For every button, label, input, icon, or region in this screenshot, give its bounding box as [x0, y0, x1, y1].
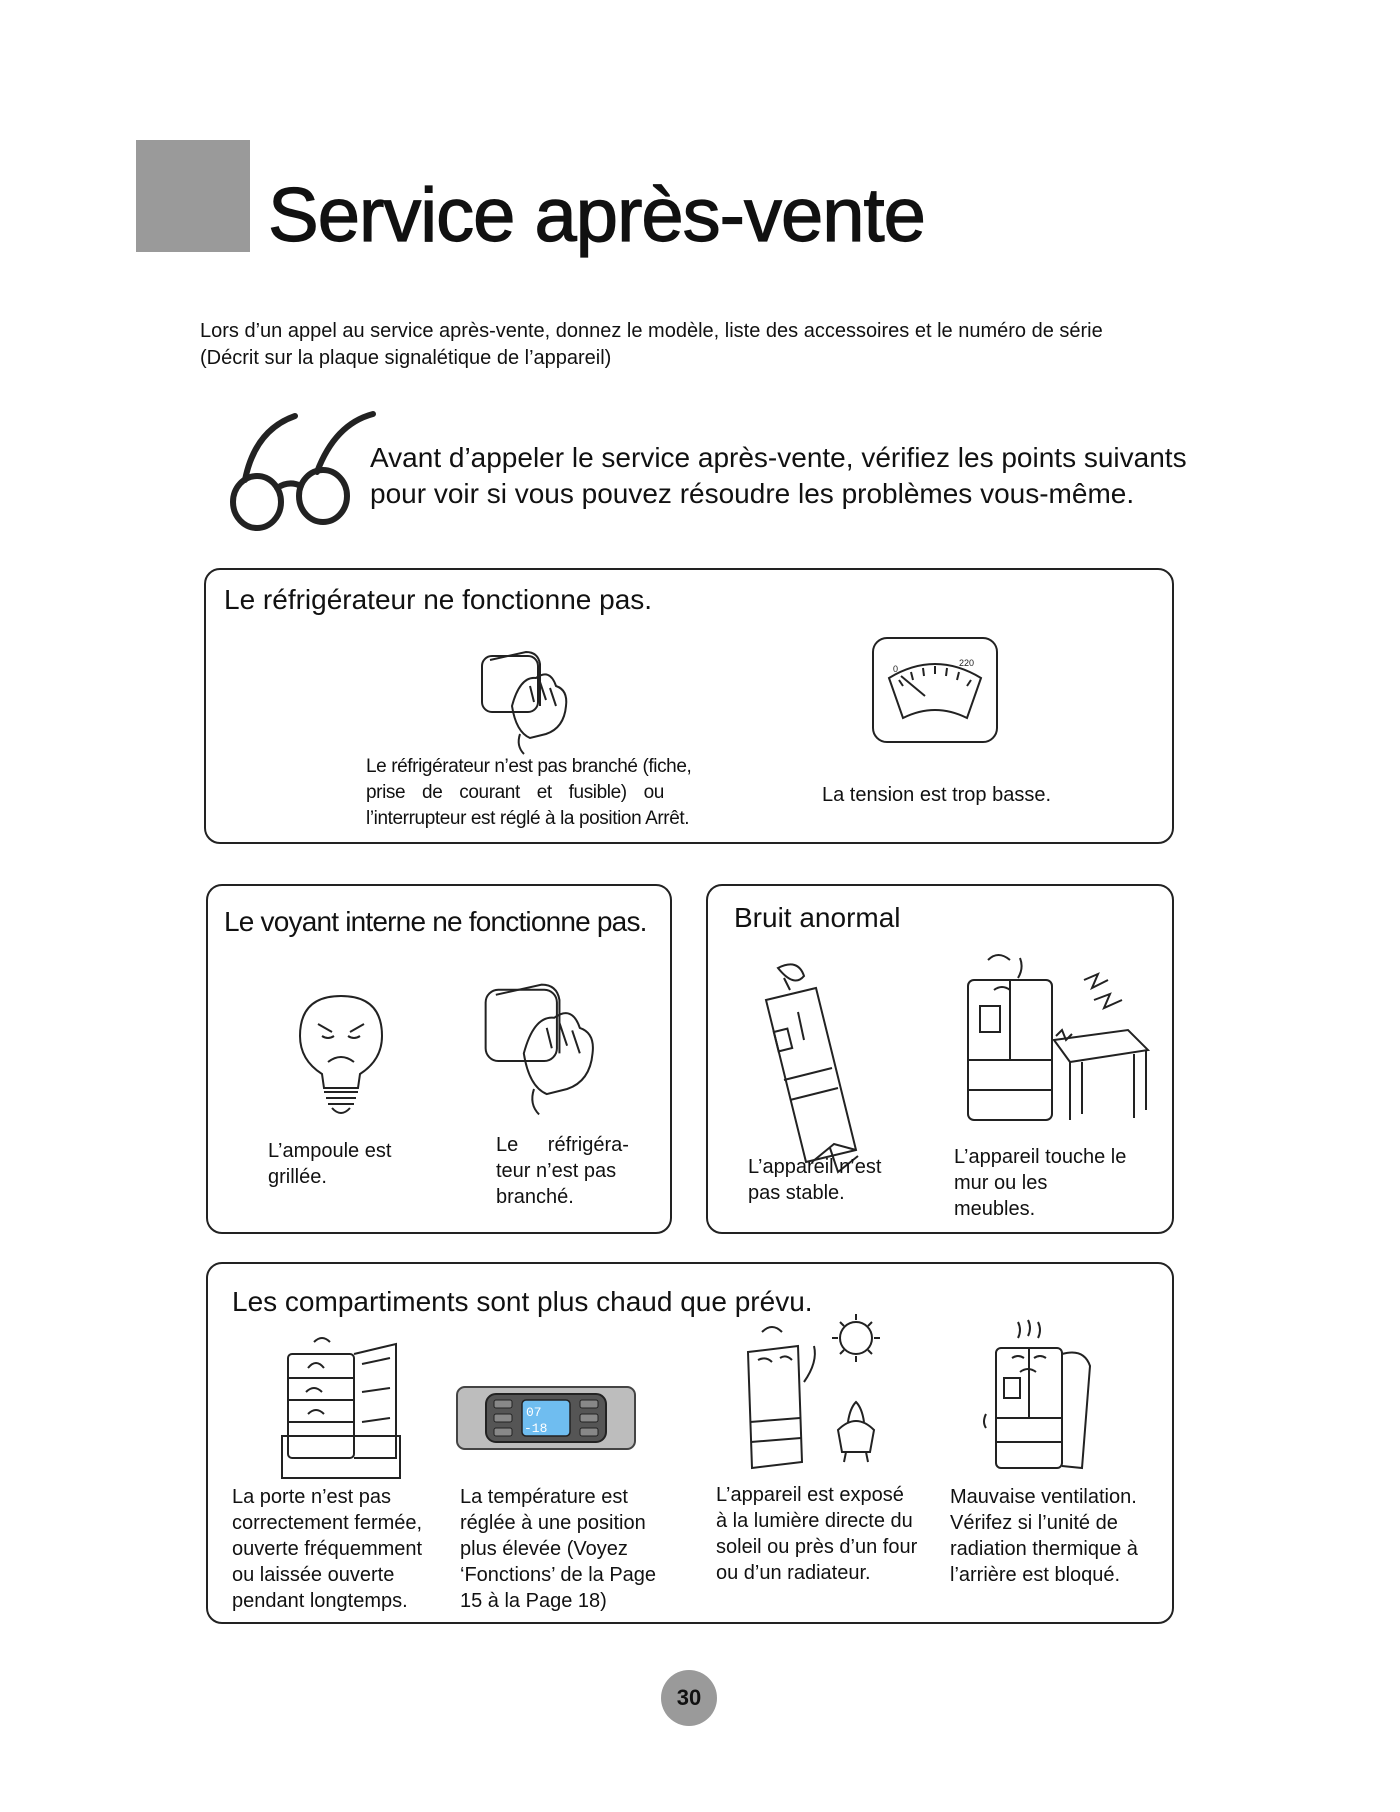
section-title: Les compartiments sont plus chaud que prévu. — [232, 1286, 813, 1317]
section-title: Le réfrigérateur ne fonctionne pas. — [224, 584, 653, 615]
section-fridge-not-working — [204, 568, 1174, 844]
page-title: Service après-vente — [268, 173, 925, 258]
section-title: Bruit anormal — [734, 902, 901, 933]
plug-socket-icon — [478, 972, 618, 1122]
gauge-max-label: 220 — [959, 658, 975, 668]
section-title: Le voyant interne ne fonctionne pas. — [224, 906, 647, 937]
check-text — [370, 440, 1187, 512]
caption: Le réfrigéra- teur n’est pas branché. — [496, 1134, 629, 1208]
plug-socket-icon — [476, 646, 586, 756]
section-compartments-warm — [206, 1262, 1174, 1624]
glasses-icon — [225, 410, 385, 540]
panel-readout-top: 07 — [526, 1405, 542, 1420]
tilted-fridge-icon — [738, 960, 868, 1180]
section-light-not-working — [206, 884, 672, 1234]
hot-fridge-icon — [978, 1318, 1098, 1478]
sun-heat-fridge-icon — [728, 1312, 888, 1478]
panel-readout-bottom: -18 — [524, 1421, 548, 1436]
check-line: pour voir si vous pouvez résoudre les problèmes vous-même. — [370, 478, 1135, 509]
caption: La porte n’est pas correctement fermée, ouverte fréquemment ou laissée ouverte pendant longtemps. — [232, 1486, 423, 1612]
caption: L’appareil est exposé à la lumière directe du soleil ou près d’un four ou d’un radiateur. — [716, 1484, 918, 1584]
intro-text — [200, 318, 1200, 372]
caption: L’ampoule est grillée. — [268, 1140, 392, 1188]
section-abnormal-noise — [706, 884, 1174, 1234]
caption: La température est réglée à une position plus élevée (Voyez ‘Fonctions’ de la Page 15 à la Page 18) — [460, 1486, 657, 1612]
title-square-decoration — [136, 140, 250, 252]
caption: L’appareil n’est pas stable. — [748, 1156, 882, 1204]
control-panel-icon — [456, 1386, 636, 1450]
intro-line: (Décrit sur la plaque signalétique de l’appareil) — [200, 347, 612, 369]
intro-line: Lors d’un appel au service après-vente, donnez le modèle, liste des accessoires et le numéro de série — [200, 320, 1103, 342]
check-line: Avant d’appeler le service après-vente, vérifiez les points suivants — [370, 442, 1187, 473]
caption: Le réfrigérateur n’est pas branché (fiche, prise de courant et fusible) ou l’interrupteur est réglé à la position Arrêt. — [366, 756, 692, 829]
caption: Mauvaise ventilation. Vérifez si l’unité de radiation thermique à l’arrière est bloqué. — [950, 1486, 1138, 1586]
fridge-touching-table-icon — [958, 950, 1158, 1130]
open-fridge-icon — [278, 1338, 408, 1486]
gauge-min-label: 0 — [893, 664, 899, 674]
broken-bulb-icon — [296, 992, 386, 1122]
caption: L’appareil touche le mur ou les meubles. — [954, 1146, 1127, 1220]
voltmeter-icon — [871, 636, 999, 746]
page-number: 30 — [661, 1670, 717, 1726]
caption: La tension est trop basse. — [822, 784, 1052, 806]
